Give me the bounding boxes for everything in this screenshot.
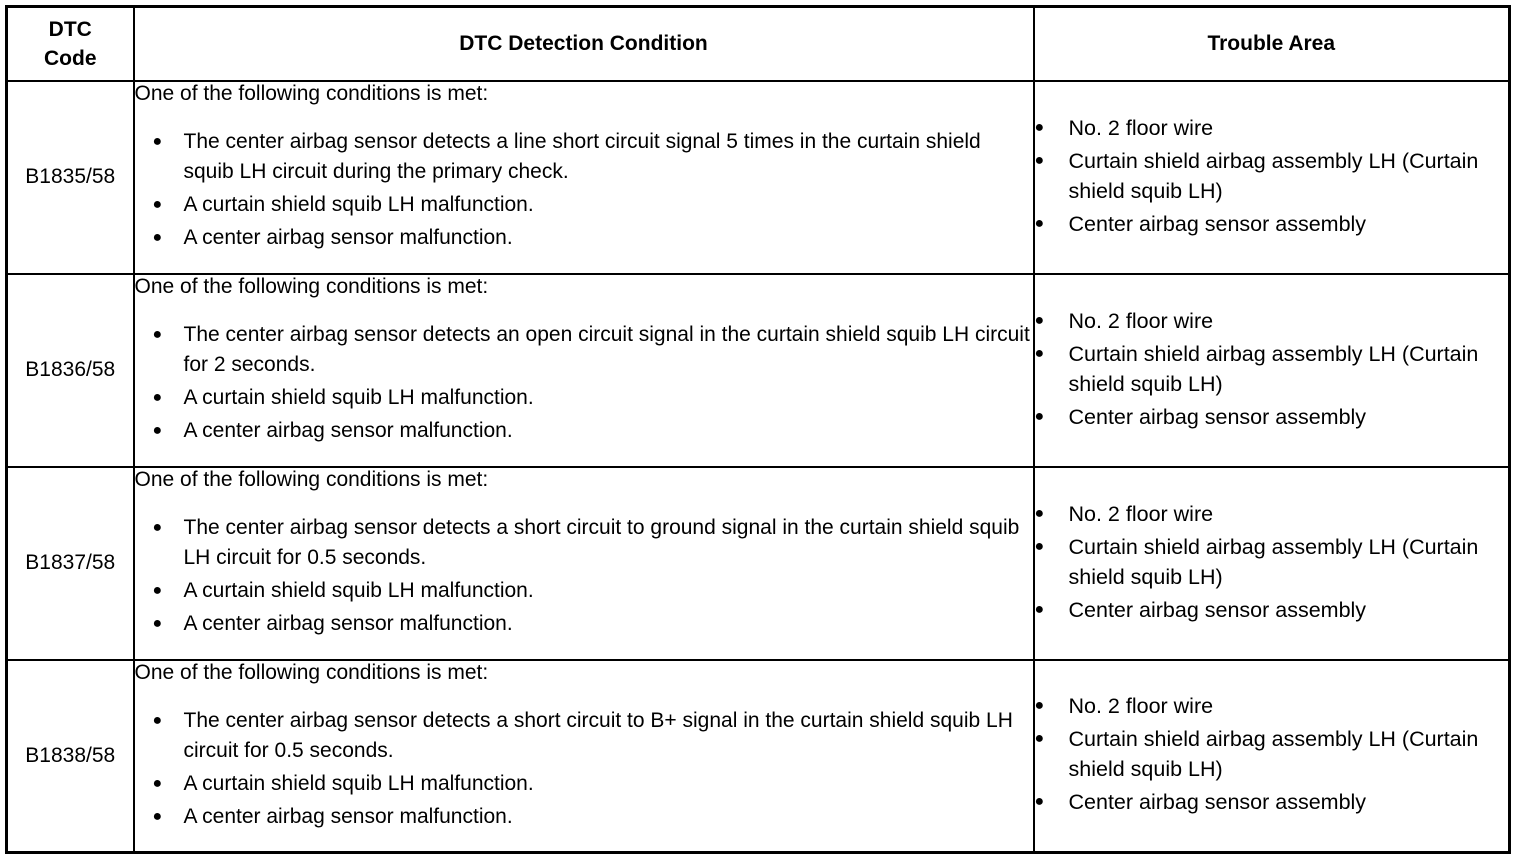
- condition-list: [135, 706, 1033, 832]
- trouble-area-cell: [1034, 467, 1510, 660]
- condition-item: ● A center airbag sensor malfunction.: [135, 416, 1033, 446]
- header-detection-condition: DTC Detection Condition: [134, 7, 1034, 81]
- detection-condition-cell: [134, 274, 1034, 467]
- condition-intro: One of the following conditions is met:: [134, 467, 489, 491]
- table-row: [7, 274, 1510, 467]
- trouble-area-item: ● Center airbag sensor assembly: [1035, 402, 1509, 432]
- header-code-line2: Code: [44, 46, 97, 70]
- trouble-area-item: ● Curtain shield airbag assembly LH (Curtain shield squib LH): [1035, 532, 1509, 592]
- trouble-area-item: ● No. 2 floor wire: [1035, 306, 1509, 336]
- dtc-code-cell: B1835/58: [7, 81, 134, 274]
- detection-condition-cell: [134, 660, 1034, 853]
- trouble-area-item: ● Center airbag sensor assembly: [1035, 209, 1509, 239]
- dtc-code-cell: B1837/58: [7, 467, 134, 660]
- trouble-area-list: [1035, 113, 1509, 239]
- trouble-area-list: [1035, 306, 1509, 432]
- trouble-area-item: ● Curtain shield airbag assembly LH (Curtain shield squib LH): [1035, 339, 1509, 399]
- trouble-area-item: ● No. 2 floor wire: [1035, 499, 1509, 529]
- condition-item: ● The center airbag sensor detects a short circuit to ground signal in the curtain shield squib LH circuit for 0.5 seconds.: [135, 513, 1033, 573]
- condition-item: ● A curtain shield squib LH malfunction.: [135, 383, 1033, 413]
- condition-item: ● The center airbag sensor detects a short circuit to B+ signal in the curtain shield squib LH circuit for 0.5 seconds.: [135, 706, 1033, 766]
- condition-list: [135, 320, 1033, 446]
- trouble-area-list: [1035, 499, 1509, 625]
- condition-item: ● The center airbag sensor detects a line short circuit signal 5 times in the curtain shield squib LH circuit during the primary check.: [135, 127, 1033, 187]
- trouble-area-item: ● No. 2 floor wire: [1035, 113, 1509, 143]
- header-dtc-code: [7, 7, 134, 81]
- condition-item: ● The center airbag sensor detects an open circuit signal in the curtain shield squib LH circuit for 2 seconds.: [135, 320, 1033, 380]
- condition-item: ● A center airbag sensor malfunction.: [135, 609, 1033, 639]
- trouble-area-item: ● No. 2 floor wire: [1035, 691, 1509, 721]
- trouble-area-cell: [1034, 81, 1510, 274]
- trouble-area-cell: [1034, 274, 1510, 467]
- trouble-area-cell: [1034, 660, 1510, 853]
- condition-intro: One of the following conditions is met:: [134, 274, 489, 298]
- condition-list: [135, 127, 1033, 253]
- header-trouble-area: Trouble Area: [1034, 7, 1510, 81]
- condition-intro: One of the following conditions is met:: [134, 81, 489, 105]
- condition-item: ● A center airbag sensor malfunction.: [135, 802, 1033, 832]
- condition-intro: One of the following conditions is met:: [134, 660, 489, 684]
- trouble-area-item: ● Curtain shield airbag assembly LH (Curtain shield squib LH): [1035, 146, 1509, 206]
- condition-item: ● A center airbag sensor malfunction.: [135, 223, 1033, 253]
- table-row: [7, 660, 1510, 853]
- detection-condition-cell: [134, 467, 1034, 660]
- condition-list: [135, 513, 1033, 639]
- dtc-code-cell: B1836/58: [7, 274, 134, 467]
- table-row: [7, 81, 1510, 274]
- dtc-code-cell: B1838/58: [7, 660, 134, 853]
- condition-item: ● A curtain shield squib LH malfunction.: [135, 769, 1033, 799]
- condition-item: ● A curtain shield squib LH malfunction.: [135, 576, 1033, 606]
- dtc-table: [5, 5, 1511, 854]
- detection-condition-cell: [134, 81, 1034, 274]
- header-row: [7, 7, 1510, 81]
- trouble-area-item: ● Curtain shield airbag assembly LH (Curtain shield squib LH): [1035, 724, 1509, 784]
- trouble-area-item: ● Center airbag sensor assembly: [1035, 595, 1509, 625]
- trouble-area-item: ● Center airbag sensor assembly: [1035, 787, 1509, 817]
- trouble-area-list: [1035, 691, 1509, 817]
- header-code-line1: DTC: [48, 17, 92, 41]
- condition-item: ● A curtain shield squib LH malfunction.: [135, 190, 1033, 220]
- table-row: [7, 467, 1510, 660]
